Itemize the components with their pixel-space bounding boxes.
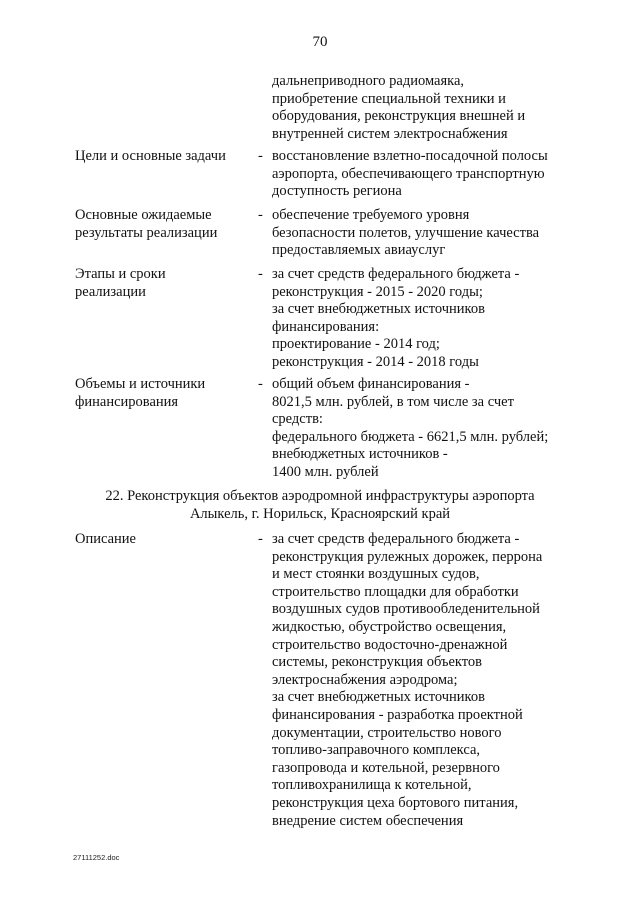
value-line: документации, строительство нового (272, 724, 502, 741)
section-heading (0, 488, 640, 523)
text-line: дальнеприводного радиомаяка, (272, 73, 465, 89)
value-line: строительство площадки для обработки (272, 583, 519, 600)
value-line: газопровода и котельной, резервного (272, 759, 500, 776)
value-line: общий объем финансирования - (272, 376, 470, 392)
row-dash: - (258, 266, 263, 282)
row-dash: - (258, 376, 263, 392)
row-value (272, 531, 602, 830)
value-line: реконструкция - 2014 - 2018 годы (272, 353, 479, 370)
row-label (75, 376, 255, 411)
label-line: реализации (75, 283, 146, 300)
row-dash: - (258, 148, 263, 164)
value-line: реконструкция рулежных дорожек, перрона (272, 548, 543, 565)
row-label (75, 207, 255, 242)
value-line: и мест стоянки воздушных судов, (272, 566, 480, 583)
value-line: за счет средств федерального бюджета - (272, 266, 520, 282)
value-line: электроснабжения аэродрома; (272, 671, 458, 688)
row-value (272, 207, 602, 260)
value-line: финансирования: (272, 318, 380, 335)
row-dash: - (258, 531, 263, 547)
value-line: жидкостью, обустройство освещения, (272, 618, 507, 635)
row-value (272, 376, 602, 482)
row-dash: - (258, 207, 263, 223)
heading-line: Алыкель, г. Норильск, Красноярский край (189, 505, 451, 522)
value-line: проектирование - 2014 год; (272, 336, 440, 353)
value-line: реконструкция - 2015 - 2020 годы; (272, 283, 483, 300)
row-label (75, 148, 255, 166)
value-line: 8021,5 млн. рублей, в том числе за счет (272, 393, 514, 410)
heading-line: 22. Реконструкция объектов аэродромной инфраструктуры аэропорта (105, 488, 535, 504)
row-label (75, 266, 255, 301)
value-line: доступность региона (272, 183, 402, 200)
text-line: оборудования, реконструкция внешней и (272, 108, 526, 125)
value-line: безопасности полетов, улучшение качества (272, 224, 540, 241)
label-line: финансирования (75, 393, 179, 410)
value-line: финансирования - разработка проектной (272, 706, 523, 723)
page-number: 70 (312, 34, 328, 50)
label-line: Этапы и сроки (75, 266, 166, 282)
value-line: строительство водосточно-дренажной (272, 636, 508, 653)
value-line: внебюджетных источников - (272, 446, 448, 463)
value-line: обеспечение требуемого уровня (272, 207, 470, 223)
row-value (272, 266, 602, 372)
value-line: за счет средств федерального бюджета - (272, 531, 520, 547)
value-line: восстановление взлетно-посадочной полосы (272, 148, 548, 164)
label-line: Описание (75, 531, 136, 547)
footer-filename: 27111252.doc (73, 853, 120, 862)
label-line: Основные ожидаемые (75, 207, 212, 223)
value-line: за счет внебюджетных источников (272, 689, 485, 706)
value-line: топливо-заправочного комплекса, (272, 742, 481, 759)
text-line: приобретение специальной техники и (272, 90, 506, 107)
label-line: Объемы и источники (75, 376, 206, 392)
value-line: предоставляемых авиауслуг (272, 242, 446, 259)
label-line: Цели и основные задачи (75, 148, 226, 164)
value-line: внедрение систем обеспечения (272, 812, 464, 829)
continuation-text (272, 73, 602, 143)
value-line: топливохранилища к котельной, (272, 777, 472, 794)
value-line: аэропорта, обеспечивающего транспортную (272, 165, 545, 182)
label-line: результаты реализации (75, 224, 218, 241)
value-line: реконструкция цеха бортового питания, (272, 794, 519, 811)
row-label (75, 531, 255, 549)
value-line: средств: (272, 411, 323, 428)
value-line: системы, реконструкция объектов (272, 654, 482, 671)
text-line: внутренней систем электроснабжения (272, 125, 508, 142)
value-line: федерального бюджета - 6621,5 млн. рублей; (272, 428, 549, 445)
row-value (272, 148, 602, 201)
value-line: 1400 млн. рублей (272, 463, 379, 480)
value-line: за счет внебюджетных источников (272, 301, 485, 318)
value-line: воздушных судов противообледенительной (272, 601, 540, 618)
